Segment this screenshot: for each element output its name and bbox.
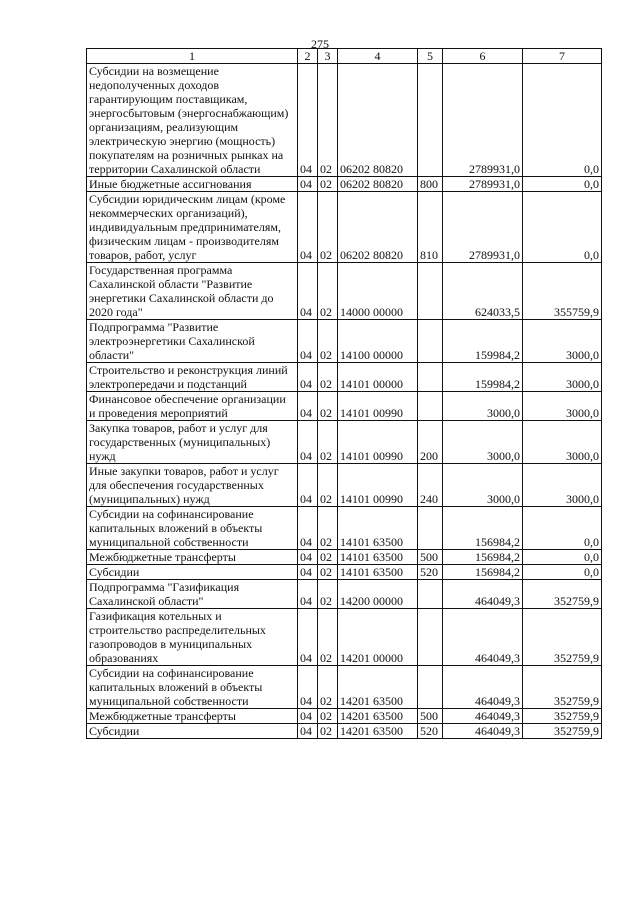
target-article-code: 14000 00000 — [338, 263, 418, 320]
expense-type-code — [418, 666, 443, 709]
row-name: Субсидии на возмещение недополученных доходов гарантирующим поставщикам, энергосбытовым (энергоснабжающим) организациям, реализующим электрическую энергию (мощность) покупателям на розничных рынках на территории Сахалинской области — [87, 64, 298, 177]
amount-2018: 3000,0 — [443, 421, 523, 464]
amount-2018: 156984,2 — [443, 550, 523, 565]
amount-2019: 0,0 — [523, 177, 602, 192]
amount-2019: 3000,0 — [523, 363, 602, 392]
expense-type-code: 810 — [418, 192, 443, 263]
expense-type-code: 500 — [418, 550, 443, 565]
amount-2019: 352759,9 — [523, 724, 602, 739]
row-name: Закупка товаров, работ и услуг для государственных (муниципальных) нужд — [87, 421, 298, 464]
amount-2018: 464049,3 — [443, 709, 523, 724]
section-code: 04 — [298, 177, 318, 192]
expense-type-code — [418, 609, 443, 666]
amount-2019: 0,0 — [523, 64, 602, 177]
subsection-code: 02 — [318, 192, 338, 263]
amount-2018: 3000,0 — [443, 464, 523, 507]
target-article-code: 14201 63500 — [338, 666, 418, 709]
row-name: Государственная программа Сахалинской области "Развитие энергетики Сахалинской области до 2020 года" — [87, 263, 298, 320]
target-article-code: 14101 00990 — [338, 464, 418, 507]
section-code: 04 — [298, 464, 318, 507]
target-article-code: 14201 63500 — [338, 709, 418, 724]
amount-2018: 3000,0 — [443, 392, 523, 421]
section-code: 04 — [298, 709, 318, 724]
table-row — [87, 177, 602, 192]
table-row — [87, 565, 602, 580]
table-row — [87, 550, 602, 565]
row-name: Межбюджетные трансферты — [87, 709, 298, 724]
expense-type-code — [418, 64, 443, 177]
table-row — [87, 192, 602, 263]
col-header-4: 4 — [338, 49, 418, 64]
section-code: 04 — [298, 507, 318, 550]
amount-2018: 464049,3 — [443, 609, 523, 666]
expense-type-code — [418, 320, 443, 363]
row-name: Газификация котельных и строительство распределительных газопроводов в муниципальных образованиях — [87, 609, 298, 666]
target-article-code: 14201 63500 — [338, 724, 418, 739]
table-row — [87, 580, 602, 609]
table-row — [87, 666, 602, 709]
section-code: 04 — [298, 263, 318, 320]
expense-type-code — [418, 263, 443, 320]
amount-2018: 159984,2 — [443, 363, 523, 392]
expense-type-code: 520 — [418, 565, 443, 580]
table-row — [87, 709, 602, 724]
amount-2019: 3000,0 — [523, 464, 602, 507]
table-row — [87, 392, 602, 421]
table-row — [87, 609, 602, 666]
section-code: 04 — [298, 565, 318, 580]
target-article-code: 06202 80820 — [338, 177, 418, 192]
row-name: Иные закупки товаров, работ и услуг для обеспечения государственных (муниципальных) нужд — [87, 464, 298, 507]
amount-2018: 156984,2 — [443, 565, 523, 580]
table-row — [87, 464, 602, 507]
section-code: 04 — [298, 64, 318, 177]
subsection-code: 02 — [318, 392, 338, 421]
section-code: 04 — [298, 724, 318, 739]
expense-type-code — [418, 580, 443, 609]
expense-type-code — [418, 507, 443, 550]
target-article-code: 14101 00990 — [338, 392, 418, 421]
table-row — [87, 507, 602, 550]
amount-2018: 2789931,0 — [443, 64, 523, 177]
subsection-code: 02 — [318, 609, 338, 666]
target-article-code: 06202 80820 — [338, 192, 418, 263]
subsection-code: 02 — [318, 263, 338, 320]
col-header-3: 3 — [318, 49, 338, 64]
target-article-code: 14101 00990 — [338, 421, 418, 464]
amount-2019: 352759,9 — [523, 666, 602, 709]
section-code: 04 — [298, 421, 318, 464]
target-article-code: 14101 63500 — [338, 550, 418, 565]
subsection-code: 02 — [318, 464, 338, 507]
amount-2018: 2789931,0 — [443, 177, 523, 192]
section-code: 04 — [298, 363, 318, 392]
expense-type-code — [418, 363, 443, 392]
amount-2019: 3000,0 — [523, 320, 602, 363]
section-code: 04 — [298, 320, 318, 363]
amount-2019: 0,0 — [523, 507, 602, 550]
amount-2019: 0,0 — [523, 550, 602, 565]
subsection-code: 02 — [318, 177, 338, 192]
col-header-7: 7 — [523, 49, 602, 64]
target-article-code: 14100 00000 — [338, 320, 418, 363]
amount-2019: 3000,0 — [523, 392, 602, 421]
amount-2019: 352759,9 — [523, 580, 602, 609]
row-name: Субсидии — [87, 565, 298, 580]
table-row — [87, 320, 602, 363]
subsection-code: 02 — [318, 363, 338, 392]
subsection-code: 02 — [318, 550, 338, 565]
header-row — [87, 49, 602, 64]
row-name: Субсидии на софинансирование капитальных вложений в объекты муниципальной собственности — [87, 507, 298, 550]
table-row — [87, 724, 602, 739]
expense-type-code: 800 — [418, 177, 443, 192]
amount-2018: 156984,2 — [443, 507, 523, 550]
col-header-2: 2 — [298, 49, 318, 64]
expense-type-code: 500 — [418, 709, 443, 724]
table-row — [87, 421, 602, 464]
amount-2019: 0,0 — [523, 192, 602, 263]
amount-2019: 352759,9 — [523, 709, 602, 724]
row-name: Финансовое обеспечение организации и проведения мероприятий — [87, 392, 298, 421]
target-article-code: 06202 80820 — [338, 64, 418, 177]
target-article-code: 14200 00000 — [338, 580, 418, 609]
target-article-code: 14201 00000 — [338, 609, 418, 666]
col-header-1: 1 — [87, 49, 298, 64]
section-code: 04 — [298, 392, 318, 421]
col-header-6: 6 — [443, 49, 523, 64]
page-number: 275 — [311, 37, 329, 51]
subsection-code: 02 — [318, 421, 338, 464]
subsection-code: 02 — [318, 320, 338, 363]
amount-2018: 624033,5 — [443, 263, 523, 320]
amount-2019: 352759,9 — [523, 609, 602, 666]
row-name: Субсидии юридическим лицам (кроме некоммерческих организаций), индивидуальным предпринимателям, физическим лицам - производителям товаров, работ, услуг — [87, 192, 298, 263]
amount-2018: 464049,3 — [443, 724, 523, 739]
target-article-code: 14101 00000 — [338, 363, 418, 392]
expense-type-code: 240 — [418, 464, 443, 507]
row-name: Иные бюджетные ассигнования — [87, 177, 298, 192]
subsection-code: 02 — [318, 709, 338, 724]
subsection-code: 02 — [318, 64, 338, 177]
subsection-code: 02 — [318, 666, 338, 709]
row-name: Подпрограмма "Газификация Сахалинской области" — [87, 580, 298, 609]
section-code: 04 — [298, 192, 318, 263]
amount-2018: 464049,3 — [443, 666, 523, 709]
subsection-code: 02 — [318, 580, 338, 609]
row-name: Субсидии — [87, 724, 298, 739]
subsection-code: 02 — [318, 724, 338, 739]
col-header-5: 5 — [418, 49, 443, 64]
budget-table — [86, 48, 602, 739]
subsection-code: 02 — [318, 507, 338, 550]
expense-type-code — [418, 392, 443, 421]
row-name: Подпрограмма "Развитие электроэнергетики Сахалинской области" — [87, 320, 298, 363]
target-article-code: 14101 63500 — [338, 507, 418, 550]
amount-2019: 3000,0 — [523, 421, 602, 464]
section-code: 04 — [298, 609, 318, 666]
amount-2018: 159984,2 — [443, 320, 523, 363]
section-code: 04 — [298, 580, 318, 609]
expense-type-code: 520 — [418, 724, 443, 739]
row-name: Строительство и реконструкция линий электропередачи и подстанций — [87, 363, 298, 392]
amount-2018: 464049,3 — [443, 580, 523, 609]
row-name: Межбюджетные трансферты — [87, 550, 298, 565]
row-name: Субсидии на софинансирование капитальных вложений в объекты муниципальной собственности — [87, 666, 298, 709]
target-article-code: 14101 63500 — [338, 565, 418, 580]
section-code: 04 — [298, 666, 318, 709]
amount-2019: 0,0 — [523, 565, 602, 580]
table-row — [87, 363, 602, 392]
table-row — [87, 263, 602, 320]
subsection-code: 02 — [318, 565, 338, 580]
amount-2019: 355759,9 — [523, 263, 602, 320]
expense-type-code: 200 — [418, 421, 443, 464]
section-code: 04 — [298, 550, 318, 565]
table-row — [87, 64, 602, 177]
amount-2018: 2789931,0 — [443, 192, 523, 263]
